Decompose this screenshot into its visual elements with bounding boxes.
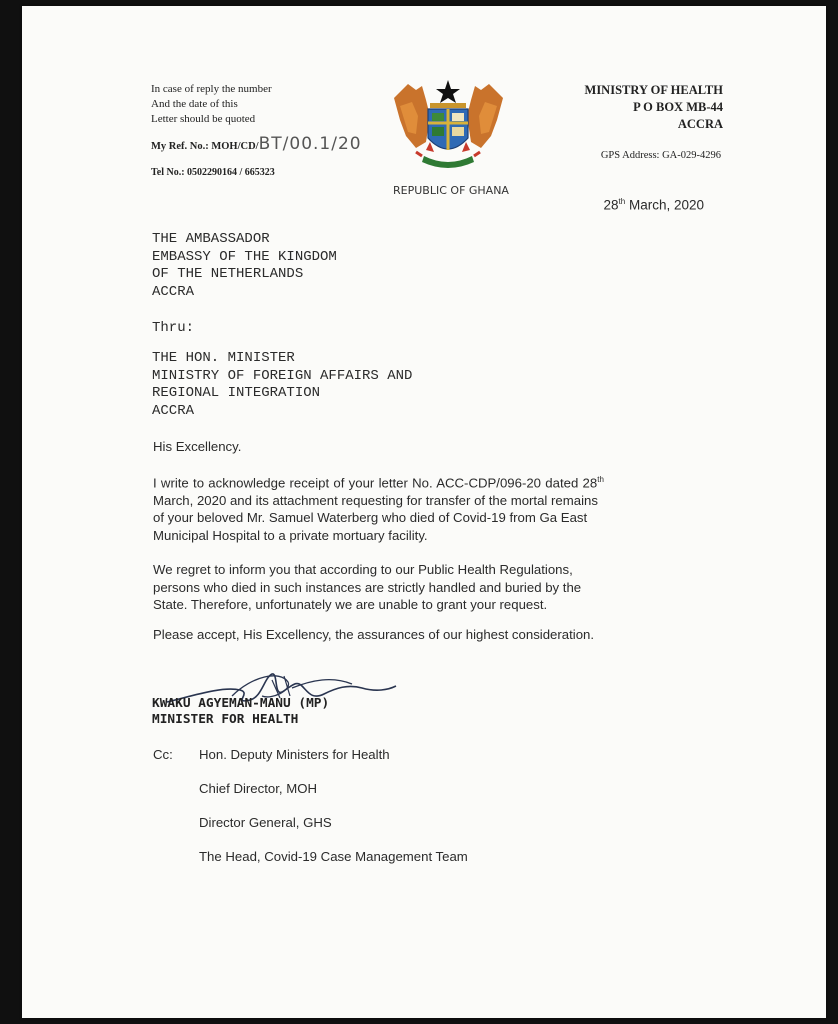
my-ref-handwritten: BT/00.1/20: [258, 134, 362, 154]
ministry-pobox: P O BOX MB-44: [633, 100, 723, 114]
signatory-name: KWAKU AGYEMAN-MANU (MP): [152, 696, 330, 711]
cc-item: The Head, Covid-19 Case Management Team: [199, 849, 468, 864]
reply-note: [151, 82, 272, 127]
tel-number: Tel No.: 0502290164 / 665323: [151, 167, 275, 178]
ministry-address: [585, 82, 723, 133]
paragraph-line: Municipal Hospital to a private mortuary facility.: [153, 527, 428, 543]
reply-note-line: In case of reply the number: [151, 83, 272, 95]
recipient-line: EMBASSY OF THE KINGDOM: [152, 248, 337, 265]
emblem-caption: REPUBLIC OF GHANA: [393, 184, 509, 197]
cc-item: Hon. Deputy Ministers for Health: [199, 747, 390, 762]
signatory-title: MINISTER FOR HEALTH: [152, 712, 299, 727]
reply-note-line: Letter should be quoted: [151, 113, 256, 125]
paragraph-line: of your beloved Mr. Samuel Waterberg who died of Covid-19 from Ga East: [153, 510, 588, 526]
my-ref: [151, 134, 362, 154]
thru-label: Thru:: [152, 320, 195, 336]
body-paragraph-3: Please accept, His Excellency, the assurances of our highest consideration.: [153, 627, 595, 642]
thru-line: ACCRA: [152, 402, 195, 419]
paragraph-line: March, 2020 and its attachment requesting for transfer of the mortal remains: [153, 492, 598, 508]
cc-list: [199, 746, 468, 882]
reply-note-line: And the date of this: [151, 98, 238, 110]
letter-date: [604, 197, 705, 213]
cc-item: Director General, GHS: [199, 815, 332, 830]
date-suffix: th: [618, 197, 626, 206]
paragraph-line: [153, 471, 713, 492]
recipient-line: OF THE NETHERLANDS: [152, 266, 304, 282]
cc-item: Chief Director, MOH: [199, 781, 317, 796]
thru-line: MINISTRY OF FOREIGN AFFAIRS AND: [152, 367, 413, 384]
paragraph-line: persons who died in such instances are strictly handled and buried by the: [153, 579, 582, 595]
signatory-block: [152, 696, 329, 728]
gps-address: GPS Address: GA-029-4296: [600, 150, 721, 161]
paragraph-line: We regret to inform you that according to our Public Health Regulations,: [153, 562, 573, 577]
ministry-name: MINISTRY OF HEALTH: [584, 83, 723, 97]
recipient-line: THE AMBASSADOR: [152, 231, 270, 247]
date-rest: March, 2020: [625, 197, 704, 213]
date-day: 28: [603, 197, 619, 213]
recipient-address: [152, 231, 337, 301]
cc-label: Cc:: [153, 747, 173, 762]
thru-line: REGIONAL INTEGRATION: [152, 385, 321, 401]
recipient-line: ACCRA: [152, 283, 195, 300]
ministry-city: ACCRA: [677, 117, 723, 131]
salutation: His Excellency.: [153, 439, 242, 454]
paragraph-line-text: I write to acknowledge receipt of your letter No. ACC-CDP/096-20 dated 28: [153, 475, 598, 491]
my-ref-label: My Ref. No.: MOH/CD/: [151, 141, 259, 152]
paragraph-sup: th: [597, 475, 604, 484]
body-paragraph-1: [153, 471, 713, 544]
body-paragraph-2: [153, 561, 713, 614]
thru-address: [152, 350, 412, 420]
letter-page: [22, 6, 826, 1018]
thru-line: THE HON. MINISTER: [152, 350, 295, 366]
coat-of-arms-icon: [386, 76, 511, 180]
paragraph-line: State. Therefore, unfortunately we are unable to grant your request.: [153, 597, 548, 612]
